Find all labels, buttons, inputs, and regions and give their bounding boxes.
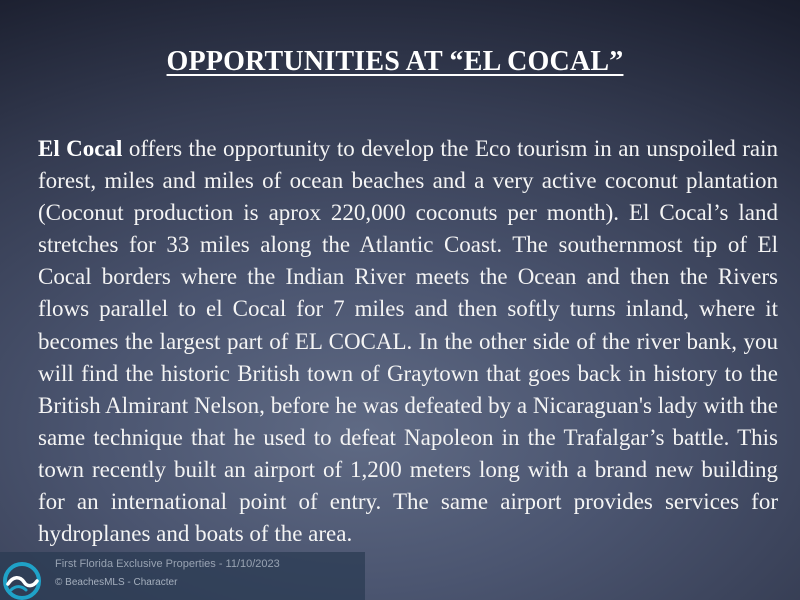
body-lead-bold: El Cocal [38,136,123,161]
body-text: offers the opportunity to develop the Eco tourism in an unspoiled rain forest, miles and miles of ocean beaches and a very active coconut plantation (Coconut production is aprox 220,000 coconuts per month). El Cocal’s land stretches for 33 miles along the Atlantic Coast. The southernmost tip of El Cocal borders where the Indian River meets the Ocean and then the Rivers flows parallel to el Cocal for 7 miles and then softly turns inland, where it becomes the largest part of EL COCAL. In the other side of the river bank, you will find the historic British town of Graytown that goes back in history to the British Almirant Nelson, before he was defeated by a Nicaraguan's lady with the same technique that he used to defeat Napoleon in the Trafalgar’s battle. This town recently built an airport of 1,200 meters long with a brand new building for an international point of entry. The same airport provides services for hydroplanes and boats of the area. [38,136,778,547]
slide-body-paragraph [38,133,778,550]
watermark-listing-text: First Florida Exclusive Properties - 11/10/2023 [55,558,280,570]
watermark-copyright-text: © BeachesMLS - Character [55,577,178,588]
wave-logo-icon [3,562,41,600]
slide-title: OPPORTUNITIES AT “EL COCAL” [166,46,624,77]
